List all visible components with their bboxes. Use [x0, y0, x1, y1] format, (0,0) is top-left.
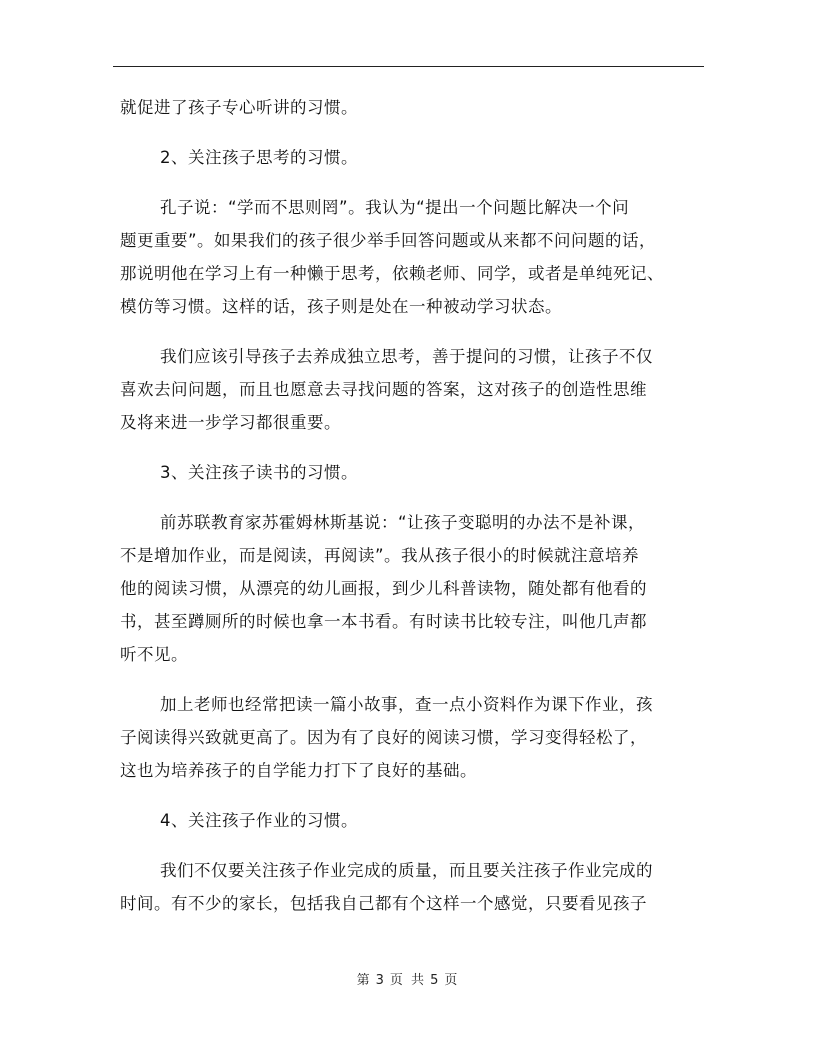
text-line: 不是增加作业，而是阅读，再阅读”。我从孩子很小的时候就注意培养 — [120, 546, 640, 565]
text-line: 就促进了孩子专心听讲的习惯。 — [120, 98, 358, 117]
paragraph-reading-habit — [120, 688, 705, 787]
text-line: 加上老师也经常把读一篇小故事，查一点小资料作为课下作业，孩 — [160, 695, 653, 714]
page-label-mid: 页 共 — [389, 973, 427, 988]
page-footer — [0, 969, 816, 988]
text-line: 喜欢去问问题，而且也愿意去寻找问题的答案，这对孩子的创造性思维 — [120, 380, 647, 399]
page-label-suffix: 页 — [444, 973, 460, 988]
text-line: 子阅读得兴致就更高了。因为有了良好的阅读习惯，学习变得轻松了， — [120, 728, 647, 747]
text-line: 我们不仅要关注孩子作业完成的质量，而且要关注孩子作业完成的 — [160, 861, 653, 880]
text-line: 听不见。 — [120, 645, 188, 664]
paragraph-sukhomlinsky — [120, 506, 705, 671]
text-line: 书，甚至蹲厕所的时候也拿一本书看。有时读书比较专注，叫他几声都 — [120, 612, 647, 631]
text-line: 我们应该引导孩子去养成独立思考，善于提问的习惯，让孩子不仅 — [160, 347, 653, 366]
text-line: 他的阅读习惯，从漂亮的幼儿画报，到少儿科普读物，随处都有他看的 — [120, 579, 647, 598]
text-line: 模仿等习惯。这样的话，孩子则是处在一种被动学习状态。 — [120, 297, 562, 316]
text-line: 时间。有不少的家长，包括我自己都有个这样一个感觉，只要看见孩子 — [120, 894, 647, 913]
paragraph-independent-thinking — [120, 340, 705, 439]
page-label-prefix: 第 — [356, 973, 372, 988]
current-page-number: 3 — [375, 973, 386, 988]
text-line: 题更重要”。如果我们的孩子很少举手回答问题或从来都不问问题的话， — [120, 231, 657, 250]
section-heading-reading — [120, 456, 705, 489]
total-pages-number: 5 — [430, 973, 441, 988]
text-line: 孔子说：“学而不思则罔”。我认为“提出一个问题比解决一个问 — [160, 198, 630, 217]
text-line: 前苏联教育家苏霍姆林斯基说：“让孩子变聪明的办法不是补课， — [160, 513, 646, 532]
paragraph-homework — [120, 854, 705, 920]
section-heading-thinking — [120, 141, 705, 174]
header-rule — [113, 66, 704, 67]
document-body — [120, 91, 705, 920]
section-heading-homework — [120, 804, 705, 837]
paragraph-1 — [120, 91, 705, 124]
paragraph-confucius — [120, 191, 705, 323]
text-line: 3、关注孩子读书的习惯。 — [160, 463, 358, 482]
text-line: 这也为培养孩子的自学能力打下了良好的基础。 — [120, 761, 477, 780]
text-line: 2、关注孩子思考的习惯。 — [160, 148, 358, 167]
text-line: 那说明他在学习上有一种懒于思考，依赖老师、同学，或者是单纯死记、 — [120, 264, 664, 283]
text-line: 4、关注孩子作业的习惯。 — [160, 811, 358, 830]
text-line: 及将来进一步学习都很重要。 — [120, 413, 341, 432]
